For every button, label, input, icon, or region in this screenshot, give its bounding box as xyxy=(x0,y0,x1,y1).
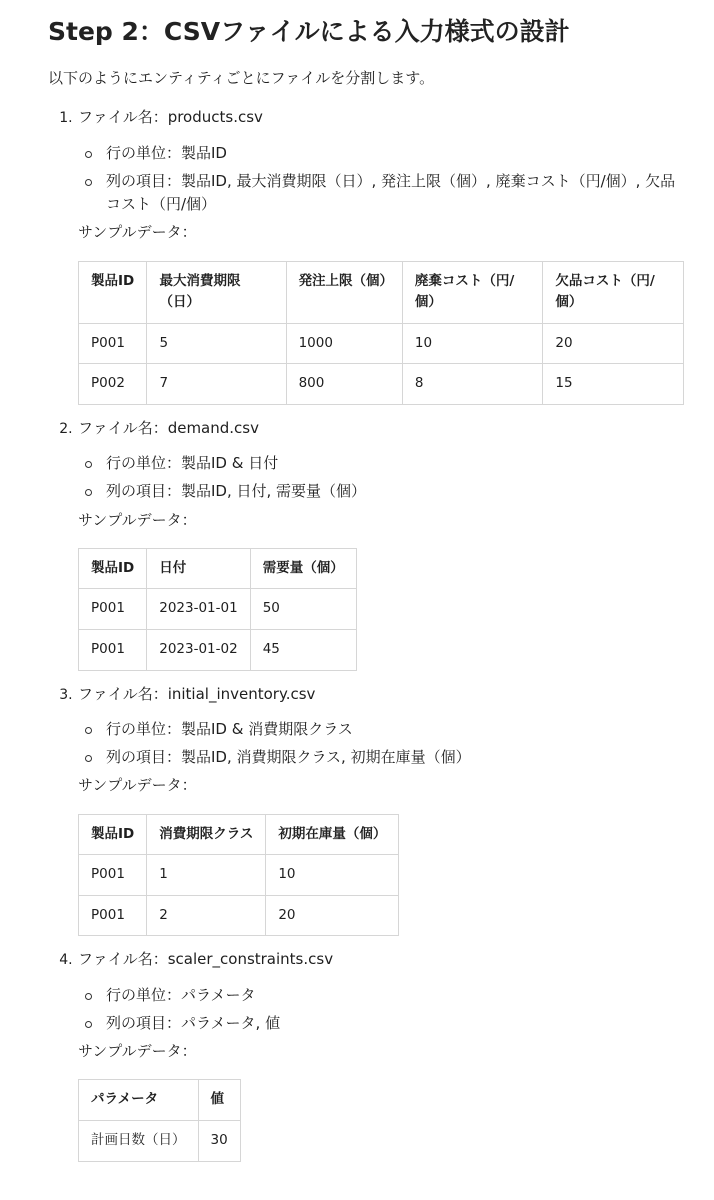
file-item-scaler-constraints xyxy=(77,948,684,1161)
column-header: 最大消費期限（日） xyxy=(147,261,286,323)
table-row xyxy=(79,855,399,896)
table-row xyxy=(79,895,399,936)
file-item-initial-inventory xyxy=(77,683,684,937)
table-cell: P002 xyxy=(79,364,147,405)
table-cell: 7 xyxy=(147,364,286,405)
table-cell: 15 xyxy=(543,364,684,405)
column-items: 列の項目：製品ID, 日付, 需要量（個） xyxy=(106,480,684,503)
table-row xyxy=(79,323,684,364)
file-name: 4. ファイル名：scaler_constraints.csv xyxy=(78,950,334,969)
table-cell: 2023-01-01 xyxy=(147,589,250,630)
column-header: 発注上限（個） xyxy=(286,261,402,323)
file-name: 2. ファイル名：demand.csv xyxy=(78,418,259,437)
table-row xyxy=(79,589,357,630)
table-header-row xyxy=(79,1080,241,1121)
sample-table-demand xyxy=(78,548,357,671)
table-cell: 20 xyxy=(543,323,684,364)
table-row xyxy=(79,630,357,671)
page-title: Step 2：CSVファイルによる入力様式の設計 xyxy=(48,17,570,46)
table-cell: 800 xyxy=(286,364,402,405)
column-header: 廃棄コスト（円/個） xyxy=(402,261,543,323)
table-cell: 1 xyxy=(147,855,266,896)
table-header-row xyxy=(79,261,684,323)
table-cell: 45 xyxy=(250,630,356,671)
column-header: パラメータ xyxy=(79,1080,199,1121)
table-cell: P001 xyxy=(79,589,147,630)
column-header: 初期在庫量（個） xyxy=(266,814,399,855)
table-cell: 10 xyxy=(266,855,399,896)
file-properties xyxy=(78,718,684,770)
column-header: 値 xyxy=(198,1080,240,1121)
table-cell: 2 xyxy=(147,895,266,936)
file-item-products xyxy=(77,106,684,405)
table-cell: P001 xyxy=(79,323,147,364)
file-item-demand xyxy=(77,417,684,671)
column-header: 需要量（個） xyxy=(250,548,356,589)
row-unit: 行の単位：製品ID xyxy=(106,142,684,165)
sample-table-products xyxy=(78,261,684,405)
table-cell: P001 xyxy=(79,895,147,936)
sample-label: サンプルデータ： xyxy=(78,1042,197,1061)
table-cell: P001 xyxy=(79,630,147,671)
file-properties xyxy=(78,984,684,1036)
file-name: 3. ファイル名：initial_inventory.csv xyxy=(78,684,316,703)
file-properties xyxy=(78,452,684,504)
table-cell: 30 xyxy=(198,1121,240,1162)
column-items: 列の項目：製品ID, 最大消費期限（日）, 発注上限（個）, 廃棄コスト（円/個）, 欠品コスト（円/個） xyxy=(106,170,684,217)
table-cell: 1000 xyxy=(286,323,402,364)
sample-label: サンプルデータ： xyxy=(78,223,197,242)
table-header-row xyxy=(79,814,399,855)
sample-table-initial-inventory xyxy=(78,814,399,937)
file-properties xyxy=(78,142,684,217)
table-cell: 20 xyxy=(266,895,399,936)
table-row xyxy=(79,364,684,405)
column-header: 欠品コスト（円/個） xyxy=(543,261,684,323)
table-cell: 10 xyxy=(402,323,543,364)
sample-label: サンプルデータ： xyxy=(78,510,197,529)
column-items: 列の項目：製品ID, 消費期限クラス, 初期在庫量（個） xyxy=(106,746,684,769)
column-header: 製品ID xyxy=(79,548,147,589)
sample-label: サンプルデータ： xyxy=(78,776,197,795)
column-header: 製品ID xyxy=(79,261,147,323)
table-cell: 50 xyxy=(250,589,356,630)
intro-text: 以下のようにエンティティごとにファイルを分割します。 xyxy=(48,69,435,87)
row-unit: 行の単位：製品ID & 消費期限クラス xyxy=(106,718,684,741)
column-header: 日付 xyxy=(147,548,250,589)
table-cell: P001 xyxy=(79,855,147,896)
column-header: 消費期限クラス xyxy=(147,814,266,855)
row-unit: 行の単位：パラメータ xyxy=(106,984,684,1007)
file-name: 1. ファイル名：products.csv xyxy=(78,108,263,127)
sample-table-scaler-constraints xyxy=(78,1079,241,1161)
table-row xyxy=(79,1121,241,1162)
table-cell: 2023-01-02 xyxy=(147,630,250,671)
table-cell: 計画日数（日） xyxy=(79,1121,199,1162)
table-cell: 8 xyxy=(402,364,543,405)
column-items: 列の項目：パラメータ, 値 xyxy=(106,1012,684,1035)
table-cell: 5 xyxy=(147,323,286,364)
column-header: 製品ID xyxy=(79,814,147,855)
row-unit: 行の単位：製品ID & 日付 xyxy=(106,452,684,475)
file-list xyxy=(48,106,684,1161)
table-header-row xyxy=(79,548,357,589)
